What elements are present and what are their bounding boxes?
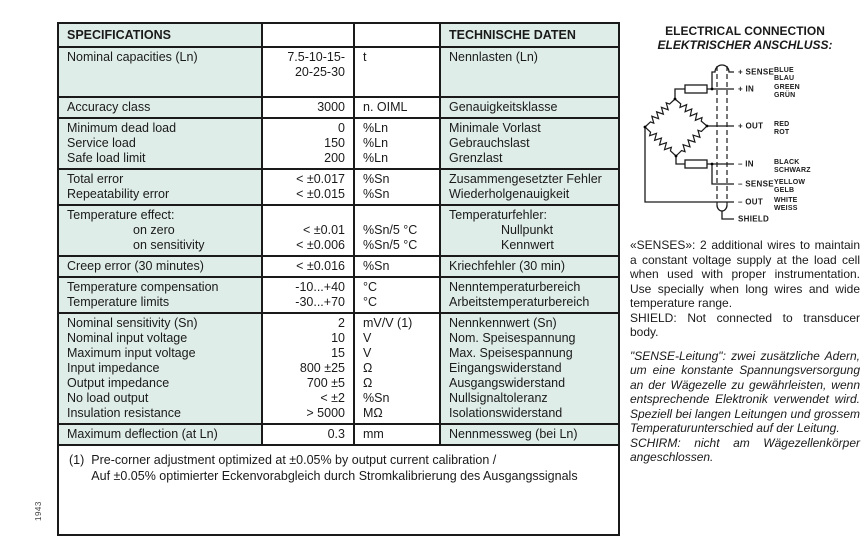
table-line: Safe load limit bbox=[67, 151, 146, 165]
table-line: Arbeitstemperaturbereich bbox=[449, 295, 590, 309]
table-line bbox=[449, 65, 610, 80]
table-line bbox=[271, 208, 345, 223]
table-line: Maximum deflection (at Ln) bbox=[67, 427, 218, 441]
table-line: Repeatability error bbox=[67, 187, 170, 201]
table-line: -30...+70 bbox=[295, 295, 345, 309]
table-line: 15 bbox=[331, 346, 345, 360]
wire-color-de: GELB bbox=[774, 187, 795, 194]
table-cell-en bbox=[59, 276, 261, 312]
table-line: 20-25-30 bbox=[294, 65, 345, 79]
table-cell-de bbox=[439, 255, 618, 276]
table-line bbox=[363, 208, 431, 223]
table-line: Creep error (30 minutes) bbox=[67, 259, 204, 273]
table-cell-unit bbox=[353, 96, 439, 117]
table-cell-en bbox=[59, 168, 261, 204]
table-line: on sensitivity bbox=[133, 238, 205, 252]
note-german bbox=[630, 349, 860, 465]
table-line: Temperature compensation bbox=[67, 280, 219, 294]
plus-in-wire bbox=[675, 89, 685, 99]
table-cell-en bbox=[59, 46, 261, 96]
table-line: %Sn bbox=[363, 259, 390, 273]
table-line: %Ln bbox=[363, 121, 389, 135]
table-cell-unit bbox=[353, 276, 439, 312]
cable-end-cup-icon bbox=[717, 205, 727, 211]
table-line: No load output bbox=[67, 391, 149, 405]
table-line: %Sn bbox=[363, 187, 390, 201]
wire-color-de: BLAU bbox=[774, 75, 795, 82]
table-line: 2 bbox=[338, 316, 345, 330]
table-header-empty-value bbox=[261, 24, 353, 46]
table-line: t bbox=[363, 50, 367, 64]
compensation-resistor-icon bbox=[685, 160, 707, 168]
table-cell-val bbox=[261, 276, 353, 312]
table-header-en: SPECIFICATIONS bbox=[59, 24, 261, 46]
wire-color-de: GRÜN bbox=[774, 92, 796, 99]
terminal-label: + SENSE bbox=[738, 67, 775, 77]
terminal-label: – IN bbox=[738, 159, 754, 169]
wire-color-en: YELLOW bbox=[774, 179, 806, 186]
table-line: Minimale Vorlast bbox=[449, 121, 541, 135]
panel-title-de: ELEKTRISCHER ANSCHLUSS: bbox=[657, 38, 833, 52]
table-line: Nullsignaltoleranz bbox=[449, 391, 548, 405]
table-line: Isolationswiderstand bbox=[449, 406, 563, 420]
table-cell-de bbox=[439, 276, 618, 312]
table-cell-de bbox=[439, 96, 618, 117]
table-cell-val bbox=[261, 117, 353, 168]
wire-color-en: BLUE bbox=[774, 67, 794, 74]
table-line: %Sn/5 °C bbox=[363, 238, 418, 252]
table-cell-de bbox=[439, 204, 618, 255]
bridge-resistor-icon bbox=[676, 126, 707, 156]
table-line: Nennkennwert (Sn) bbox=[449, 316, 557, 330]
shield-wire bbox=[722, 211, 734, 219]
table-cell-unit bbox=[353, 168, 439, 204]
table-cell-de bbox=[439, 46, 618, 96]
table-header-empty-unit bbox=[353, 24, 439, 46]
table-line: -10...+40 bbox=[295, 280, 345, 294]
table-cell-unit bbox=[353, 255, 439, 276]
wire-color-en: GREEN bbox=[774, 84, 800, 91]
table-line: Nominal input voltage bbox=[67, 331, 188, 345]
table-line: 200 bbox=[324, 151, 345, 165]
table-line: Temperature limits bbox=[67, 295, 170, 309]
minus-in-wire bbox=[676, 156, 685, 164]
table-line: V bbox=[363, 346, 372, 360]
table-line: Genauigkeitsklasse bbox=[449, 100, 558, 114]
wiring-diagram bbox=[630, 52, 860, 232]
table-line: 10 bbox=[331, 331, 345, 345]
panel-title-en: ELECTRICAL CONNECTION bbox=[665, 24, 825, 38]
table-cell-en bbox=[59, 423, 261, 444]
table-line: Nennmessweg (bei Ln) bbox=[449, 427, 578, 441]
table-line: < ±0.01 bbox=[303, 223, 345, 237]
junction-dot-icon bbox=[711, 88, 714, 91]
table-line: < ±0.017 bbox=[296, 172, 345, 186]
table-line: Ausgangswiderstand bbox=[449, 376, 566, 390]
table-line: %Ln bbox=[363, 136, 389, 150]
table-line: Nullpunkt bbox=[501, 223, 554, 237]
table-line: °C bbox=[363, 280, 378, 294]
table-line: mm bbox=[363, 427, 384, 441]
table-cell-val bbox=[261, 168, 353, 204]
table-line: Grenzlast bbox=[449, 151, 503, 165]
footnote-lines bbox=[91, 452, 577, 528]
table-line: < ±0.006 bbox=[296, 238, 345, 252]
wire-color-de: ROT bbox=[774, 129, 790, 136]
table-cell-de bbox=[439, 168, 618, 204]
table-line: < ±0.016 bbox=[296, 259, 345, 273]
terminal-label: SHIELD bbox=[738, 214, 770, 224]
table-line: 700 ±5 bbox=[306, 376, 345, 390]
table-line: on zero bbox=[133, 223, 175, 237]
table-line: Accuracy class bbox=[67, 100, 151, 114]
table-line: Ω bbox=[363, 361, 373, 375]
terminal-label: – SENSE bbox=[738, 179, 774, 189]
table-header-de: TECHNISCHE DATEN bbox=[439, 24, 618, 46]
table-line: Nominal sensitivity (Sn) bbox=[67, 316, 198, 330]
table-line: Temperature effect: bbox=[67, 208, 175, 222]
table-line: %Sn bbox=[363, 172, 390, 186]
table-line: < ±2 bbox=[320, 391, 345, 405]
table-line: Nominal capacities (Ln) bbox=[67, 50, 198, 64]
note-english bbox=[630, 238, 860, 340]
table-cell-val bbox=[261, 46, 353, 96]
compensation-resistor-icon bbox=[685, 85, 707, 93]
note-sense-de: "SENSE-Leitung": zwei zusätzliche Adern, um eine konstante Spannungsversorgung an der Wägezelle zu gewährleisten, wenn entsprechende Elektronik verwendet wird. Speziell bei langen Leitungen und grossem Temperaturunterschied auf der Leitung. bbox=[630, 348, 860, 435]
table-line: Temperaturfehler: bbox=[449, 208, 547, 222]
terminal-label: + OUT bbox=[738, 121, 764, 131]
table-line: Nenntemperaturbereich bbox=[449, 280, 581, 294]
table-line: MΩ bbox=[363, 406, 383, 420]
table-line: V bbox=[363, 331, 372, 345]
table-line: Nennlasten (Ln) bbox=[449, 50, 538, 64]
table-cell-en bbox=[59, 204, 261, 255]
table-line: %Ln bbox=[363, 151, 389, 165]
junction-dot-icon bbox=[674, 98, 677, 101]
bridge-resistor-icon bbox=[645, 127, 676, 156]
table-cell-unit bbox=[353, 423, 439, 444]
electrical-connection-panel bbox=[630, 24, 860, 465]
table-line bbox=[67, 65, 253, 80]
table-cell-val bbox=[261, 312, 353, 423]
footnote-line-en: Pre-corner adjustment optimized at ±0.05% by output current calibration / bbox=[91, 453, 497, 467]
minus-sense-wire bbox=[712, 164, 734, 184]
table-line: Kennwert bbox=[501, 238, 554, 252]
table-line: > 5000 bbox=[306, 406, 345, 420]
table-cell-val bbox=[261, 255, 353, 276]
table-line: Zusammengesetzter Fehler bbox=[449, 172, 602, 186]
plus-sense-wire bbox=[712, 65, 734, 89]
table-footnote bbox=[59, 444, 618, 534]
table-line: Gebrauchslast bbox=[449, 136, 530, 150]
wire-color-de: WEISS bbox=[774, 205, 798, 212]
table-line: Insulation resistance bbox=[67, 406, 181, 420]
table-line: 150 bbox=[324, 136, 345, 150]
note-senses-en: «SENSES»: 2 additional wires to maintain a constant voltage supply at the load cell when used with proper instrumentation. Use specially when long wires and wide temperature range. bbox=[630, 238, 860, 310]
table-line: Total error bbox=[67, 172, 124, 186]
table-cell-val bbox=[261, 423, 353, 444]
table-cell-de bbox=[439, 312, 618, 423]
spec-table bbox=[57, 22, 620, 536]
wire-color-de: SCHWARZ bbox=[774, 167, 811, 174]
wire-color-en: BLACK bbox=[774, 159, 800, 166]
table-line: Nom. Speisespannung bbox=[449, 331, 576, 345]
table-cell-en bbox=[59, 312, 261, 423]
junction-dot-icon bbox=[711, 163, 714, 166]
table-line: Kriechfehler (30 min) bbox=[449, 259, 566, 273]
table-line bbox=[363, 65, 431, 80]
table-line: n. OIML bbox=[363, 100, 408, 114]
table-cell-unit bbox=[353, 204, 439, 255]
table-cell-unit bbox=[353, 312, 439, 423]
table-line: Input impedance bbox=[67, 361, 160, 375]
table-line: Maximum input voltage bbox=[67, 346, 196, 360]
table-line: Eingangswiderstand bbox=[449, 361, 562, 375]
table-cell-val bbox=[261, 204, 353, 255]
table-line: < ±0.015 bbox=[296, 187, 345, 201]
wire-color-en: WHITE bbox=[774, 197, 798, 204]
table-line: Minimum dead load bbox=[67, 121, 177, 135]
junction-dot-icon bbox=[675, 155, 678, 158]
table-line: Max. Speisespannung bbox=[449, 346, 573, 360]
terminal-label: + IN bbox=[738, 84, 755, 94]
table-line: Wiederholgenauigkeit bbox=[449, 187, 570, 201]
table-line: 0 bbox=[338, 121, 345, 135]
table-cell-de bbox=[439, 117, 618, 168]
table-line: Output impedance bbox=[67, 376, 170, 390]
table-line: %Sn/5 °C bbox=[363, 223, 418, 237]
table-cell-unit bbox=[353, 46, 439, 96]
table-cell-en bbox=[59, 117, 261, 168]
junction-dot-icon bbox=[644, 126, 647, 129]
document-side-number: 1943 bbox=[34, 501, 43, 521]
note-schirm-de: SCHIRM: nicht am Wägezellenkörper angeschlossen. bbox=[630, 435, 860, 464]
table-cell-en bbox=[59, 255, 261, 276]
table-cell-de bbox=[439, 423, 618, 444]
bridge-resistor-icon bbox=[645, 99, 675, 127]
table-cell-unit bbox=[353, 117, 439, 168]
bridge-resistor-icon bbox=[675, 99, 707, 126]
table-cell-val bbox=[261, 96, 353, 117]
table-cell-en bbox=[59, 96, 261, 117]
table-line: Ω bbox=[363, 376, 373, 390]
table-line: %Sn bbox=[363, 391, 390, 405]
table-line: °C bbox=[363, 295, 378, 309]
table-line: 800 ±25 bbox=[299, 361, 345, 375]
footnote-marker: (1) bbox=[69, 453, 85, 467]
note-shield-en: SHIELD: Not connected to transducer body. bbox=[630, 310, 860, 339]
terminal-label: – OUT bbox=[738, 197, 764, 207]
table-line: 3000 bbox=[317, 100, 345, 114]
table-line: Service load bbox=[67, 136, 136, 150]
table-line: mV/V (1) bbox=[363, 316, 413, 330]
footnote-line-de: Auf ±0.05% optimierter Eckenvorabgleich durch Stromkalibrierung des Ausgangssignals bbox=[91, 469, 578, 483]
table-line: 0.3 bbox=[327, 427, 345, 441]
table-line: 7.5-10-15- bbox=[287, 50, 345, 64]
junction-dot-icon bbox=[706, 125, 709, 128]
wire-color-en: RED bbox=[774, 121, 790, 128]
